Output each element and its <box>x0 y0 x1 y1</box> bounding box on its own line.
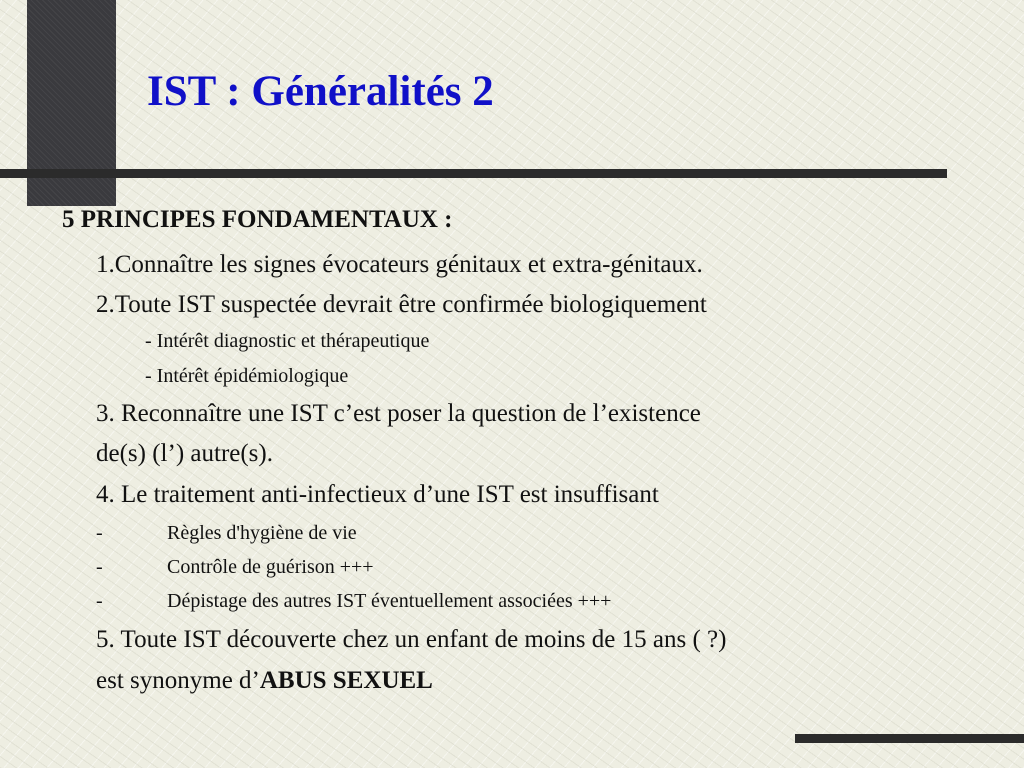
principle-5-line-2 <box>96 668 433 693</box>
principle-2: 2.Toute IST suspectée devrait être confirmée biologiquement <box>96 291 707 318</box>
principle-1: 1.Connaître les signes évocateurs génitaux et extra-génitaux. <box>96 251 703 278</box>
section-heading: 5 PRINCIPES FONDAMENTAUX : <box>62 206 453 233</box>
principle-4: 4. Le traitement anti-infectieux d’une IST est insuffisant <box>96 481 659 508</box>
principle-4-item-3: Dépistage des autres IST éventuellement associées +++ <box>167 590 612 612</box>
slide-title: IST : Généralités 2 <box>147 68 494 115</box>
abus-sexuel-emphasis: ABUS SEXUEL <box>259 667 433 694</box>
principle-2-sub-1: - Intérêt diagnostic et thérapeutique <box>145 330 430 352</box>
principle-5-line-1: 5. Toute IST découverte chez un enfant de moins de 15 ans ( ?) <box>96 626 727 653</box>
principle-3-line-2: de(s) (l’) autre(s). <box>96 440 273 467</box>
principle-4-item-1-dash: - <box>96 522 103 544</box>
principle-5-prefix: est synonyme d’ <box>96 667 260 694</box>
principle-4-item-3-dash: - <box>96 590 103 612</box>
principle-4-item-2-dash: - <box>96 556 103 578</box>
principle-2-sub-2: - Intérêt épidémiologique <box>145 365 349 387</box>
principle-4-item-2: Contrôle de guérison +++ <box>167 556 374 578</box>
principle-3-line-1: 3. Reconnaître une IST c’est poser la question de l’existence <box>96 400 701 427</box>
principle-4-item-1: Règles d'hygiène de vie <box>167 522 357 544</box>
